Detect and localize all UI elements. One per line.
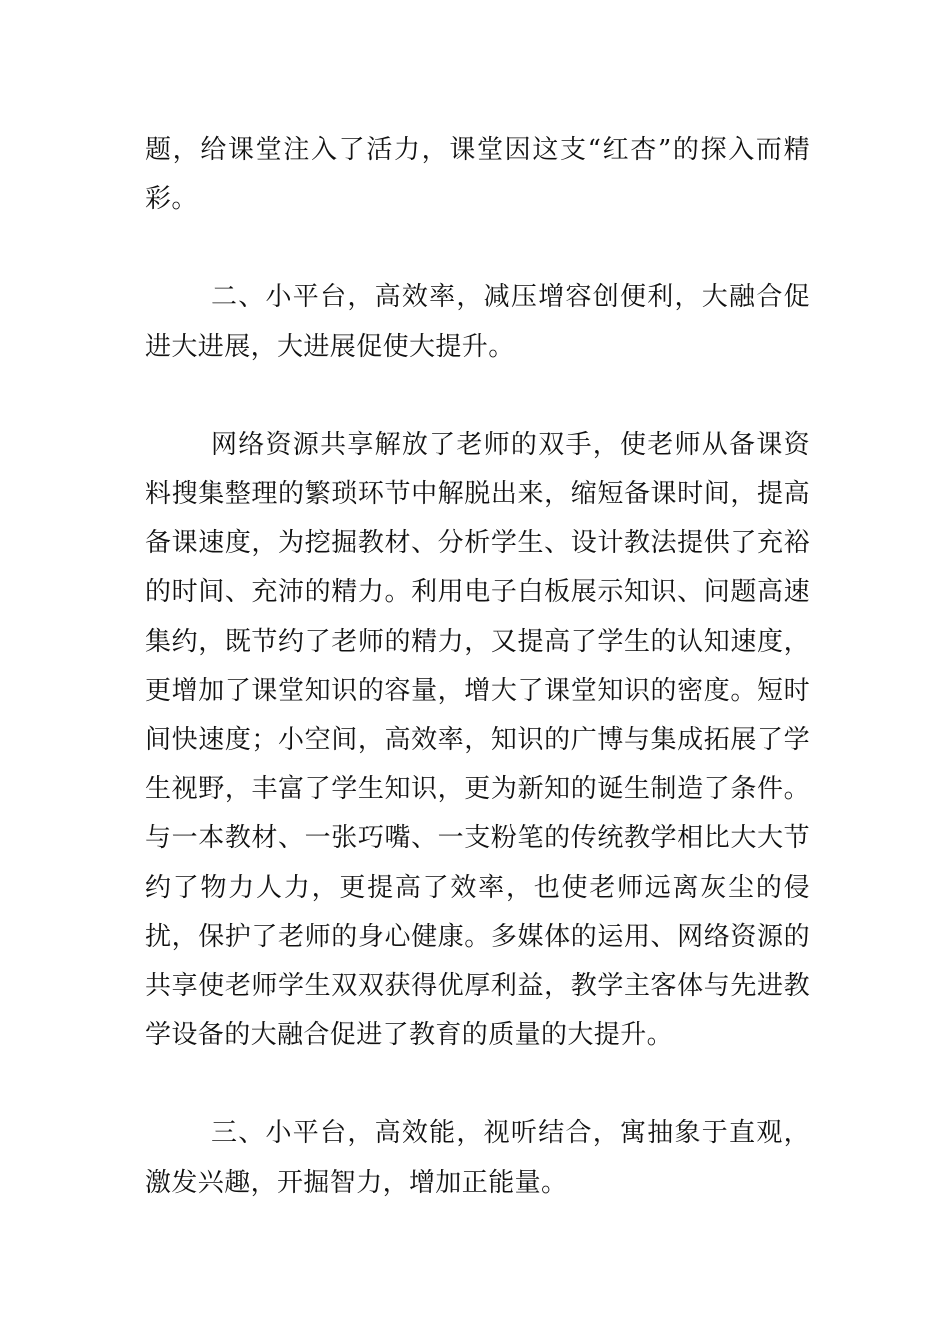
section-heading-three: 三、小平台，高效能，视听结合，寓抽象于直观，激发兴趣，开掘智力，增加正能量。 [145,1118,810,1198]
paragraph-network-resources: 网络资源共享解放了老师的双手，使老师从备课资料搜集整理的繁琐环节中解脱出来，缩短备课时间，提高备课速度，为挖掘教材、分析学生、设计教法提供了充裕的时间、充沛的精力。利用电子白板展示知识、问题高速集约，既节约了老师的精力，又提高了学生的认知速度，更增加了课堂知识的容量，增大了课堂知识的密度。短时间快速度；小空间，高效率，知识的广博与集成拓展了学生视野，丰富了学生知识，更为新知的诞生制造了条件。与一本教材、一张巧嘴、一支粉笔的传统教学相比大大节约了物力人力，更提高了效率，也使老师远离灰尘的侵扰，保护了老师的身心健康。多媒体的运用、网络资源的共享使老师学生双双获得优厚利益，教学主客体与先进教学设备的大融合促进了教育的质量的大提升。 [145,429,810,1051]
paragraph-continuation: 题，给课堂注入了活力，课堂因这支“红杏”的探入而精彩。 [145,135,810,215]
section-heading-two: 二、小平台，高效率，减压增容创便利，大融合促进大进展，大进展促使大提升。 [145,282,810,362]
document-body [145,126,810,1208]
